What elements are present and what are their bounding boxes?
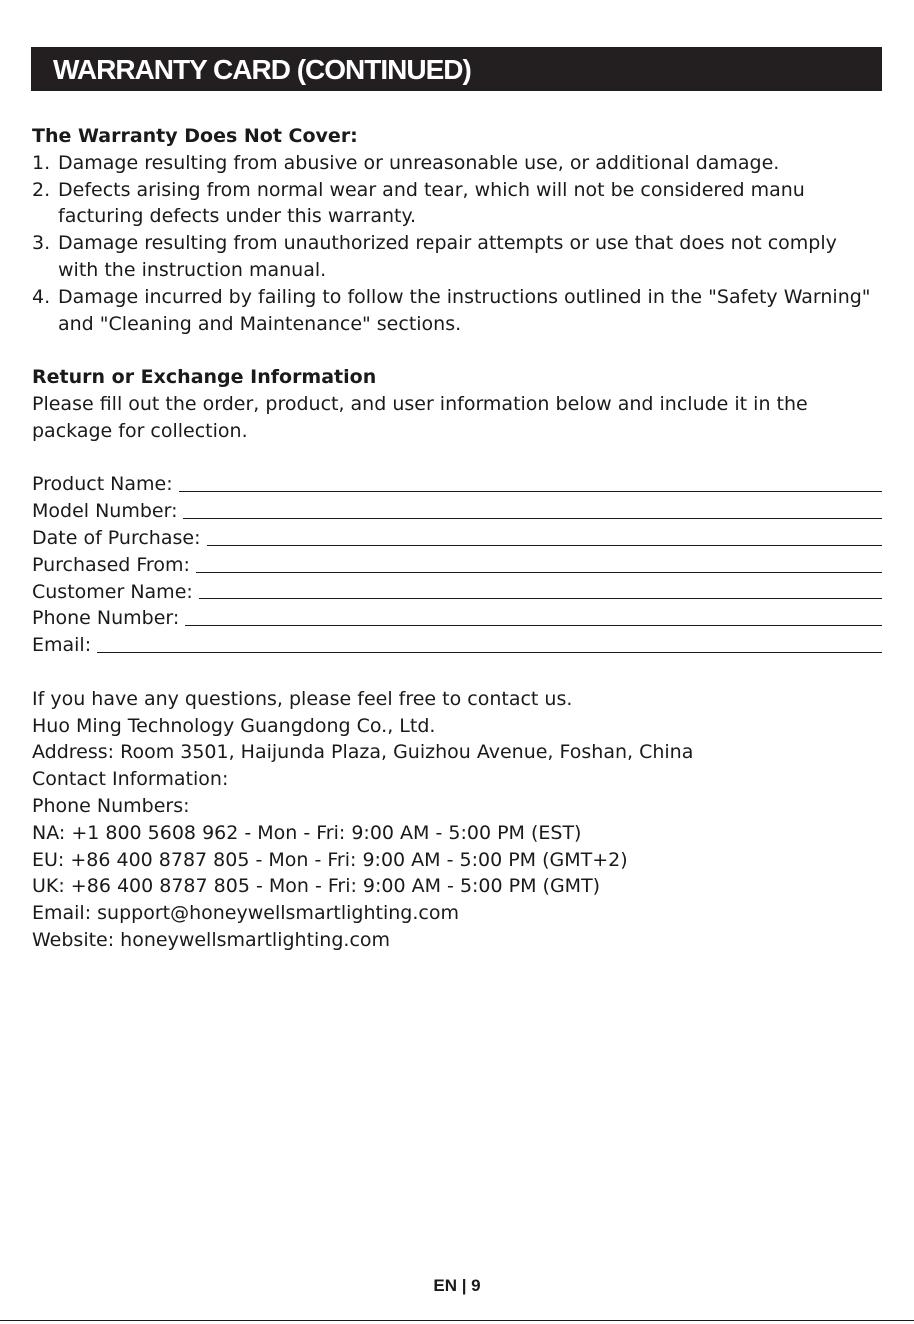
- list-item: [32, 230, 882, 284]
- form-field-customer-name: [32, 579, 882, 606]
- main-content: [32, 123, 882, 954]
- bottom-divider: [0, 1320, 914, 1321]
- header-bar: [31, 47, 882, 91]
- list-item-number: 3.: [32, 232, 51, 255]
- return-form: [32, 471, 882, 659]
- form-field-date-of-purchase: [32, 525, 882, 552]
- form-field-model-number: [32, 498, 882, 525]
- form-field-phone-number: [32, 605, 882, 632]
- phone-numbers-label: Phone Numbers:: [32, 794, 190, 817]
- not-cover-heading: The Warranty Does Not Cover:: [32, 125, 358, 147]
- model-number-line[interactable]: [183, 517, 882, 519]
- date-of-purchase-line[interactable]: [207, 544, 883, 546]
- company-address: Address: Room 3501, Haijunda Plaza, Guizhou Avenue, Foshan, China: [32, 741, 694, 764]
- form-field-purchased-from: [32, 552, 882, 579]
- phone-na: NA: +1 800 5608 962 - Mon - Fri: 9:00 AM - 5:00 PM (EST): [32, 821, 582, 844]
- form-field-email: [32, 632, 882, 659]
- return-exchange-intro: Please fill out the order, product, and user information below and include it in the package for collection.: [32, 392, 808, 442]
- list-item-text: Defects arising from normal wear and tear, which will not be considered manu facturing defects under this warranty.: [58, 178, 805, 228]
- field-label: Email:: [32, 634, 92, 657]
- product-name-line[interactable]: [179, 490, 882, 492]
- spacer: [32, 445, 882, 472]
- contact-block: [32, 686, 882, 954]
- list-item-number: 2.: [32, 178, 51, 201]
- field-label: Model Number:: [32, 500, 178, 523]
- customer-name-line[interactable]: [199, 597, 882, 599]
- contact-intro: If you have any questions, please feel free to contact us.: [32, 687, 573, 710]
- list-item: [32, 177, 882, 231]
- field-label: Phone Number:: [32, 607, 180, 630]
- contact-email: Email: support@honeywellsmartlighting.com: [32, 902, 459, 925]
- list-item-text: Damage incurred by failing to follow the instructions outlined in the "Safety Warning" and "Cleaning and Maintenance" sections.: [58, 285, 871, 335]
- field-label: Customer Name:: [32, 580, 193, 603]
- purchased-from-line[interactable]: [196, 571, 882, 573]
- spacer: [32, 659, 882, 686]
- not-cover-list: [32, 150, 882, 338]
- list-item: [32, 150, 882, 177]
- list-item-text: Damage resulting from unauthorized repair attempts or use that does not comply with the instruction manual.: [58, 232, 837, 281]
- field-label: Product Name:: [32, 473, 173, 496]
- page-title: WARRANTY CARD (CONTINUED): [53, 54, 471, 85]
- phone-uk: UK: +86 400 8787 805 - Mon - Fri: 9:00 AM - 5:00 PM (GMT): [32, 875, 601, 898]
- field-label: Date of Purchase:: [32, 526, 201, 549]
- field-label: Purchased From:: [32, 553, 190, 576]
- phone-number-line[interactable]: [185, 624, 882, 626]
- email-line[interactable]: [97, 651, 882, 653]
- contact-info-label: Contact Information:: [32, 768, 229, 791]
- contact-website: Website: honeywellsmartlighting.com: [32, 928, 391, 951]
- page-number: EN | 9: [433, 1276, 481, 1295]
- list-item: [32, 284, 882, 338]
- company-name: Huo Ming Technology Guangdong Co., Ltd.: [32, 714, 436, 737]
- list-item-text: Damage resulting from abusive or unreasonable use, or additional damage.: [58, 151, 780, 174]
- form-field-product-name: [32, 471, 882, 498]
- list-item-number: 4.: [32, 285, 51, 308]
- return-exchange-heading: Return or Exchange Information: [32, 366, 377, 389]
- spacer: [32, 337, 882, 364]
- phone-eu: EU: +86 400 8787 805 - Mon - Fri: 9:00 AM - 5:00 PM (GMT+2): [32, 848, 628, 871]
- list-item-number: 1.: [32, 151, 51, 174]
